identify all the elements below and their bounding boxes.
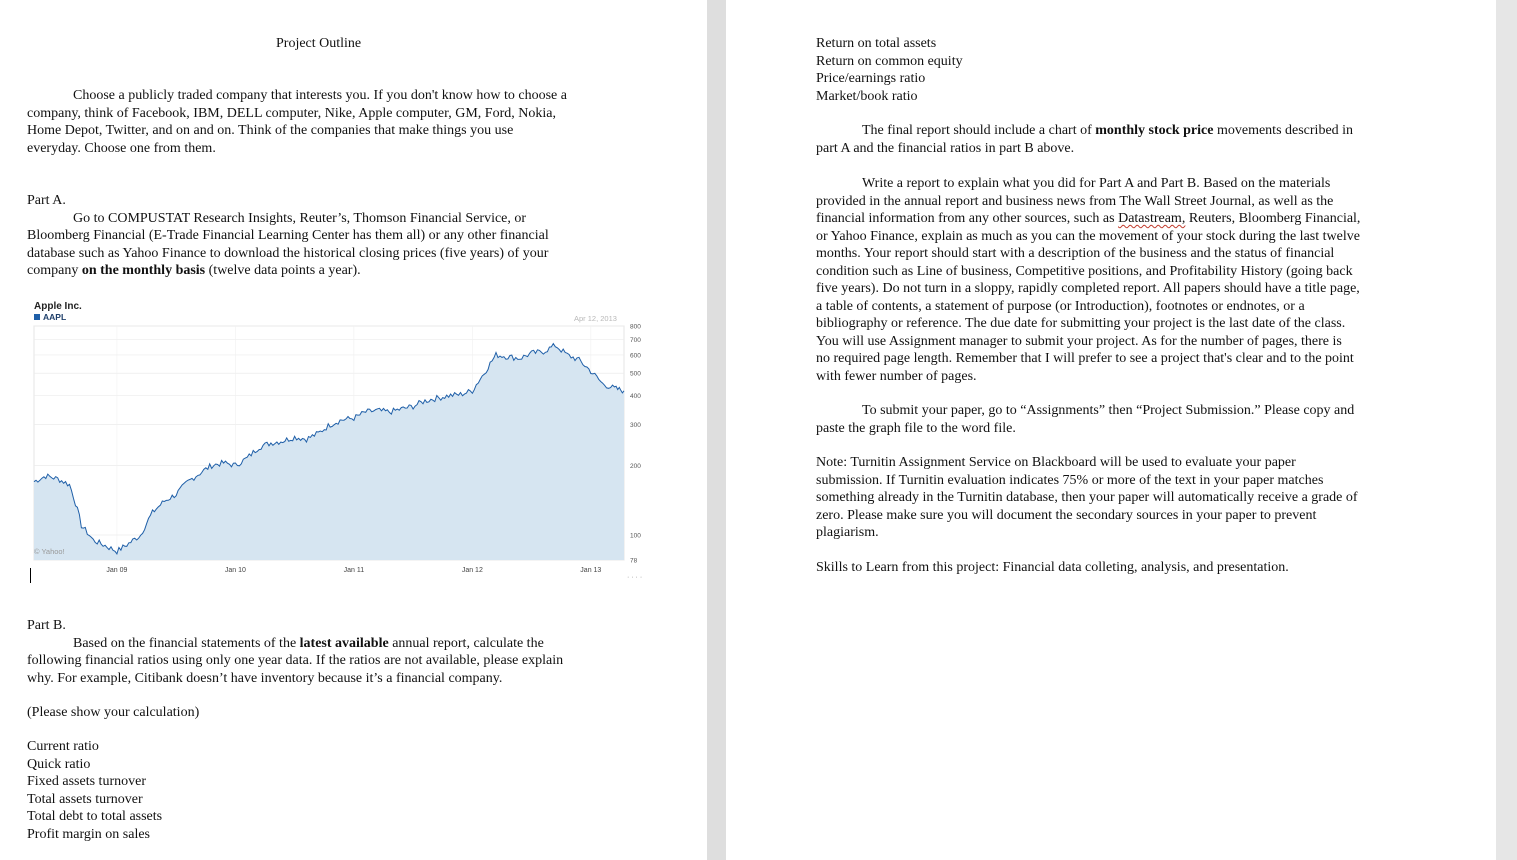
part-a-bold-text: on the monthly basis — [81, 263, 206, 278]
part-a-text: company — [27, 263, 82, 278]
ratio-item: Quick ratio — [27, 756, 91, 772]
ratio-item: Total debt to total assets — [27, 809, 163, 824]
write-report-line: provided in the annual report and business news from The Wall Street Journal, as well as the — [816, 193, 1334, 209]
final-report-line: part A and the financial ratios in part B above. — [816, 140, 1075, 156]
intro-line: Choose a publicly traded company that interests you. If you don't know how to choose a — [73, 88, 567, 103]
x-tick-label: Jan 09 — [106, 567, 128, 574]
y-tick-label: 700 — [630, 336, 641, 344]
ratio-item: Fixed assets turnover — [27, 774, 146, 789]
write-report-line: Write a report to explain what you did for Part A and Part B. Based on the materials — [862, 176, 1331, 191]
y-tick-label: 600 — [630, 352, 641, 360]
write-report-line: a table of contents, a statement of purpose (or Introduction), footnotes or endnotes, or a — [816, 298, 1305, 314]
write-report-line: or Yahoo Finance, explain as much as you can the movement of your stock during the last twelve — [816, 228, 1360, 244]
part-b-text: annual report, calculate the — [388, 635, 544, 651]
document-page-left[interactable] — [0, 0, 707, 860]
submit-line: To submit your paper, go to “Assignments” then “Project Submission.” Please copy and — [862, 403, 1355, 418]
y-tick-label: 400 — [630, 393, 641, 401]
y-tick-label: 200 — [630, 462, 641, 470]
part-a-line: database such as Yahoo Finance to download the historical closing prices (five years) of your — [27, 245, 549, 261]
intro-line: everyday. Choose one from them. — [27, 140, 216, 156]
final-report-text: The final report should include a chart of — [862, 123, 1096, 138]
write-report-line — [816, 210, 1491, 228]
write-report-line: bibliography or reference. The due date for submitting your project is the last date of the class. — [816, 316, 1346, 331]
final-report-line — [816, 122, 1491, 140]
write-report-line: five years). Do not turn in a sloppy, rapidly completed report. All papers should have a title page, — [816, 281, 1360, 296]
y-tick-label: 800 — [630, 323, 641, 331]
part-b-heading: Part B. — [27, 618, 66, 633]
part-b-line — [27, 635, 697, 653]
ratio-list-continued[interactable] — [816, 35, 1116, 105]
x-axis-more-indicator: · · · · — [627, 574, 643, 581]
write-report-line: You will use Assignment manager to submit your project. As for the number of pages, there is — [816, 333, 1342, 349]
legend-swatch — [34, 314, 40, 320]
write-report-line: no required page length. Remember that I will prefer to see a project that's clear and to the point — [816, 351, 1354, 366]
ratio-item: Return on common equity — [816, 53, 963, 69]
part-b-line: following financial ratios using only one year data. If the ratios are not available, please explain — [27, 653, 564, 668]
right-margin-area — [1496, 0, 1517, 860]
ratio-list[interactable] — [27, 738, 327, 843]
part-b-text: Based on the financial statements of the — [73, 635, 300, 651]
write-report-text: financial information from any other sources, such as — [816, 211, 1119, 226]
text-cursor — [30, 568, 31, 583]
y-tick-label: 300 — [630, 422, 641, 430]
write-report-paragraph[interactable] — [816, 175, 1491, 385]
write-report-text: Reuters, Bloomberg Financial, — [1185, 211, 1361, 226]
chart-date-label: Apr 12, 2013 — [574, 314, 617, 323]
chart-source: © Yahoo! — [34, 547, 65, 556]
calculation-note: (Please show your calculation) — [27, 705, 200, 720]
write-report-line: with fewer number of pages. — [816, 368, 977, 384]
y-tick-label: 100 — [630, 532, 641, 540]
page-gap — [707, 0, 726, 860]
note-line: zero. Please make sure you will document the secondary sources in your paper to prevent — [816, 507, 1317, 523]
intro-line: company, think of Facebook, IBM, DELL computer, Nike, Apple computer, GM, Ford, Nokia, — [27, 105, 556, 121]
ratio-item: Current ratio — [27, 739, 99, 754]
final-report-text: movements described in — [1213, 123, 1354, 138]
submit-paragraph[interactable] — [816, 402, 1491, 437]
write-report-line: months. Your report should start with a description of the business and the status of financial — [816, 246, 1335, 261]
page-title: Project Outline — [276, 36, 362, 51]
submit-line: paste the graph file to the word file. — [816, 420, 1016, 436]
y-tick-label: 500 — [630, 370, 641, 378]
stock-chart[interactable] — [30, 296, 655, 583]
part-a-line: Bloomberg Financial (E-Trade Financial Learning Center has them all) or any other financial — [27, 228, 549, 243]
spellcheck-flagged-word[interactable]: Datastream, — [1118, 211, 1186, 226]
part-a-line: Go to COMPUSTAT Research Insights, Reuter’s, Thomson Financial Service, or — [73, 210, 527, 226]
legend-label: AAPL — [43, 312, 67, 322]
turnitin-note-paragraph[interactable] — [816, 454, 1491, 542]
document-page-right[interactable] — [726, 0, 1496, 860]
y-tick-label: 78 — [630, 557, 638, 565]
x-tick-label: Jan 10 — [224, 567, 246, 574]
ratio-item: Price/earnings ratio — [816, 71, 926, 86]
y-axis-ticks — [630, 324, 641, 565]
note-line: something already in the Turnitin database, then your paper will automatically receive a grade of — [816, 490, 1358, 505]
x-axis-ticks — [106, 567, 601, 574]
part-b-section[interactable] — [27, 617, 697, 687]
part-a-heading: Part A. — [27, 193, 66, 208]
part-a-line — [27, 262, 697, 280]
part-b-bold-text: latest available — [299, 635, 389, 651]
note-line: Note: Turnitin Assignment Service on Blackboard will be used to evaluate your paper — [816, 455, 1296, 470]
chart-svg — [30, 296, 655, 583]
ratio-item: Profit margin on sales — [27, 826, 151, 842]
part-a-text: (twelve data points a year). — [205, 263, 361, 278]
skills-line: Skills to Learn from this project: Financial data colleting, analysis, and presentation. — [816, 560, 1289, 575]
final-report-paragraph[interactable] — [816, 122, 1491, 157]
ratio-item: Total assets turnover — [27, 791, 143, 807]
ratio-item: Market/book ratio — [816, 88, 918, 104]
x-tick-label: Jan 13 — [580, 567, 602, 574]
ratio-item: Return on total assets — [816, 36, 937, 51]
x-tick-label: Jan 11 — [343, 567, 365, 574]
part-b-line: why. For example, Citibank doesn’t have inventory because it’s a financial company. — [27, 670, 503, 686]
note-line: submission. If Turnitin evaluation indicates 75% or more of the text in your paper matches — [816, 472, 1324, 488]
intro-line: Home Depot, Twitter, and on and on. Think of the companies that make things you use — [27, 123, 514, 138]
part-a-section[interactable] — [27, 192, 697, 280]
note-line: plagiarism. — [816, 525, 879, 540]
x-tick-label: Jan 12 — [461, 567, 483, 574]
final-report-bold-text: monthly stock price — [1095, 123, 1214, 138]
intro-paragraph[interactable] — [27, 87, 687, 157]
write-report-line: condition such as Line of business, Competitive positions, and Profitability History (going back — [816, 263, 1353, 279]
chart-title: Apple Inc. — [34, 301, 82, 312]
